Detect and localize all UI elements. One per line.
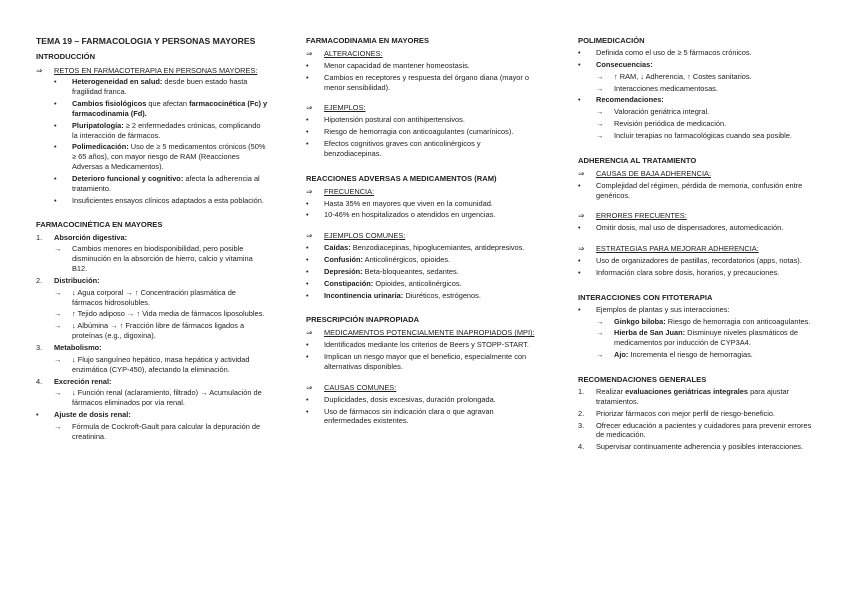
item-text: Efectos cognitivos graves con anticolinérgicos y benzodiacepinas. xyxy=(324,139,481,158)
item-label: Heterogeneidad en salud: xyxy=(72,77,163,87)
subheading-label: CAUSAS COMUNES: xyxy=(324,382,397,392)
list-item xyxy=(54,422,268,442)
column-2 xyxy=(306,36,540,428)
arrow-right-icon: → xyxy=(54,354,62,364)
arrow-right-icon: → xyxy=(54,421,62,431)
bullet-icon: • xyxy=(306,394,309,404)
list-item xyxy=(306,139,540,159)
bullet-icon: • xyxy=(578,223,581,233)
item-text: Incluir terapias no farmacológicas cuando sea posible. xyxy=(614,131,792,140)
list-item xyxy=(54,244,268,274)
item-text: Duplicidades, dosis excesivas, duración prolongada. xyxy=(324,394,496,404)
list-item xyxy=(306,210,540,220)
list-item xyxy=(306,115,540,125)
bullet-icon: • xyxy=(578,256,581,265)
section-heading-fc: FARMACOCINÉTICA EN MAYORES xyxy=(36,220,163,230)
bullet-icon: • xyxy=(306,266,309,276)
item-label: Consecuencias: xyxy=(596,59,653,69)
item-text: Cambios menores en biodisponibilidad, pero posible disminución en la absorción de hierro, calcio y vitamina B12. xyxy=(72,244,253,274)
item-text: Insuficientes ensayos clínicos adaptados a esta población. xyxy=(72,195,264,205)
arrow-right-icon: → xyxy=(54,309,62,319)
section-heading-pi: PRESCRIPCIÓN INAPROPIADA xyxy=(306,315,420,325)
subheading-alteraciones xyxy=(306,49,540,59)
item-text: Priorizar fármacos con mejor perfil de riesgo-beneficio. xyxy=(596,408,776,418)
fitoterapia-list xyxy=(578,317,816,360)
list-item xyxy=(596,107,816,117)
section-heading-intro: INTRODUCCIÓN xyxy=(36,52,96,62)
list-number: 3. xyxy=(578,420,585,430)
list-item xyxy=(54,321,268,341)
list-item xyxy=(306,395,540,405)
list-item xyxy=(578,442,816,452)
section-heading-generales: RECOMENDACIONES GENERALES xyxy=(578,375,707,384)
item-label: evaluaciones geriátricas integrales xyxy=(625,387,749,397)
list-item xyxy=(54,174,268,194)
item-text: Implican un riesgo mayor que el beneficio, especialmente con alternativas disponibles. xyxy=(324,352,527,371)
list-number: 3. xyxy=(36,343,43,353)
bullet-icon: • xyxy=(306,198,309,208)
item-text: Beta-bloqueantes, sedantes. xyxy=(362,266,459,276)
item-text: para ajustar tratamientos. xyxy=(596,387,790,406)
item-label: Ajuste de dosis renal: xyxy=(54,410,131,420)
subheading-retos xyxy=(36,66,268,76)
column-1 xyxy=(36,36,268,444)
frecuencia-list xyxy=(306,199,540,221)
bullet-icon: • xyxy=(306,278,309,288)
item-text: Hasta 35% en mayores que viven en la comunidad. xyxy=(324,198,493,208)
item-label: Pluripatología: xyxy=(72,120,124,130)
item-label: farmacocinética (Fc) y farmacodinamia (Fd). xyxy=(72,99,268,118)
list-item xyxy=(36,377,268,387)
item-label: Recomendaciones: xyxy=(596,95,664,105)
double-arrow-icon: ⇒ xyxy=(36,65,43,75)
item-text: Uso de fármacos sin indicación clara o que agravan enfermedades existentes. xyxy=(324,406,494,426)
arrow-right-icon: → xyxy=(596,131,604,140)
item-text: Definida como el uso de ≥ 5 fármacos crónicos. xyxy=(596,48,752,58)
item-text: Opioides, anticolinérgicos. xyxy=(373,278,462,288)
item-text: Ejemplos de plantas y sus interacciones: xyxy=(596,304,730,314)
item-text: desde buen estado hasta fragilidad franca. xyxy=(72,77,248,97)
item-label: Metabolismo: xyxy=(54,343,102,353)
subheading-causas xyxy=(306,383,540,393)
list-item xyxy=(578,305,816,315)
bullet-icon: • xyxy=(578,48,581,58)
list-item xyxy=(596,84,816,94)
item-text: Menor capacidad de mantener homeostasis. xyxy=(324,60,470,70)
section-heading-fitoterapia: INTERACCIONES CON FITOTERAPIA xyxy=(578,292,713,302)
double-arrow-icon: ⇒ xyxy=(578,168,585,178)
list-number: 2. xyxy=(578,408,585,418)
bullet-icon: • xyxy=(306,290,309,300)
item-text: Hipotensión postural con antihipertensivos. xyxy=(324,115,465,125)
subheading-label: ALTERACIONES: xyxy=(324,49,383,59)
list-item xyxy=(596,119,816,129)
list-item xyxy=(578,60,816,70)
generales-list xyxy=(578,387,816,452)
item-text: Riesgo de hemorragia con anticoagulantes (cumarínicos). xyxy=(324,127,514,137)
item-text: ↓ Flujo sanguíneo hepático, masa hepática y actividad enzimática (CYP-450), afectando la eliminación. xyxy=(72,354,250,374)
list-number: 4. xyxy=(36,376,43,386)
list-item xyxy=(596,328,816,348)
item-text: Incrementa el riesgo de hemorragias. xyxy=(628,350,753,360)
item-text: ↓ Agua corporal → ↑ Concentración plasmática de fármacos hidrosolubles. xyxy=(72,287,236,307)
bullet-icon: • xyxy=(306,406,309,416)
bullet-icon: • xyxy=(306,255,309,264)
list-item xyxy=(578,421,816,441)
list-item xyxy=(36,233,268,243)
double-arrow-icon: ⇒ xyxy=(306,103,313,113)
bullet-icon: • xyxy=(306,210,309,220)
item-text: 10-46% en hospitalizados o atendidos en urgencias. xyxy=(324,210,496,220)
item-label: Incontinencia urinaria: xyxy=(324,290,404,300)
item-text: Valoración geriátrica integral. xyxy=(614,107,710,117)
item-label: Excreción renal: xyxy=(54,376,112,386)
item-label: Caídas: xyxy=(324,243,351,253)
list-item xyxy=(306,243,540,253)
list-item xyxy=(54,288,268,308)
item-label: Confusión: xyxy=(324,255,363,264)
bullet-icon: • xyxy=(54,173,57,183)
item-label: Hierba de San Juan: xyxy=(614,328,686,338)
list-item xyxy=(578,181,816,201)
list-item xyxy=(578,256,816,266)
list-item xyxy=(54,142,268,172)
item-text: Uso de ≥ 5 medicamentos crónicos (50% ≥ 65 años), con mayor riesgo de RAM (Reacciones Adversas a Medicamentos). xyxy=(72,142,266,172)
item-text: Riesgo de hemorragia con anticoagulantes. xyxy=(665,316,811,326)
ejemplos-list xyxy=(306,115,540,158)
list-item xyxy=(578,387,816,407)
list-item xyxy=(306,291,540,301)
bullet-icon: • xyxy=(306,340,309,350)
list-item xyxy=(36,410,268,420)
item-label: Distribución: xyxy=(54,275,100,285)
bullet-icon: • xyxy=(306,127,309,137)
list-item xyxy=(54,121,268,141)
list-item xyxy=(54,77,268,97)
list-item xyxy=(596,350,816,360)
mpi-list xyxy=(306,340,540,372)
item-label: Ajo: xyxy=(614,350,629,360)
subheading-label: ESTRATEGIAS PARA MEJORAR ADHERENCIA: xyxy=(596,244,759,254)
item-text: Disminuye niveles plasmáticos de medicamentos por inducción de CYP3A4. xyxy=(614,328,799,348)
bullet-icon: • xyxy=(578,304,581,314)
item-label: Deterioro funcional y cognitivo: xyxy=(72,173,184,183)
list-item xyxy=(306,340,540,350)
item-text: Benzodiacepinas, hipoglucemiantes, antidepresivos. xyxy=(350,243,525,253)
list-item xyxy=(306,352,540,372)
item-text: Omitir dosis, mal uso de dispensadores, automedicación. xyxy=(596,223,784,233)
list-item xyxy=(54,388,268,408)
item-text: ↑ RAM, ↓ Adherencia, ↑ Costes sanitarios. xyxy=(614,71,752,81)
subheading-ejemplos xyxy=(306,103,540,113)
bullet-icon: • xyxy=(306,60,309,70)
subheading-label: FRECUENCIA: xyxy=(324,186,375,196)
subheading-label: RETOS EN FARMACOTERAPIA EN PERSONAS MAYORES: xyxy=(54,65,258,75)
section-heading-poli: POLIMEDICACIÓN xyxy=(578,36,645,45)
bullet-icon: • xyxy=(306,115,309,125)
errores-list xyxy=(578,223,816,233)
list-item xyxy=(36,343,268,353)
double-arrow-icon: ⇒ xyxy=(306,186,313,196)
bullet-icon: • xyxy=(54,120,57,130)
item-text: Ofrecer educación a pacientes y cuidadores para prevenir errores de medicación. xyxy=(596,420,812,440)
list-item xyxy=(578,409,816,419)
list-item xyxy=(578,268,816,278)
item-label: Ginkgo biloba: xyxy=(614,316,666,326)
double-arrow-icon: ⇒ xyxy=(306,328,313,338)
estrategias-list xyxy=(578,256,816,278)
bullet-icon: • xyxy=(578,267,581,277)
section-heading-adherencia: ADHERENCIA AL TRATAMIENTO xyxy=(578,155,697,165)
list-item xyxy=(578,48,816,58)
item-text: que afectan xyxy=(146,99,190,109)
subheading-errores xyxy=(578,211,816,221)
bullet-icon: • xyxy=(54,195,57,205)
subheading-label: MEDICAMENTOS POTENCIALMENTE INAPROPIADOS (MPI): xyxy=(324,328,535,338)
bullet-icon: • xyxy=(306,243,309,253)
bullet-icon: • xyxy=(578,95,581,105)
list-item xyxy=(36,276,268,286)
list-item xyxy=(306,127,540,137)
double-arrow-icon: ⇒ xyxy=(578,244,585,254)
subheading-ejemplos-comunes xyxy=(306,231,540,241)
item-text: Interacciones medicamentosas. xyxy=(614,83,718,93)
arrow-right-icon: → xyxy=(54,321,62,331)
double-arrow-icon: ⇒ xyxy=(578,211,585,221)
bullet-icon: • xyxy=(578,180,581,190)
arrow-right-icon: → xyxy=(54,287,62,297)
subheading-mpi xyxy=(306,328,540,338)
list-item xyxy=(306,61,540,71)
list-item xyxy=(54,196,268,206)
arrow-right-icon: → xyxy=(596,83,604,93)
item-text: Revisión periódica de medicación. xyxy=(614,119,727,129)
item-label: Depresión: xyxy=(324,266,363,276)
intro-list xyxy=(36,77,268,205)
list-item xyxy=(306,199,540,209)
list-item xyxy=(306,73,540,93)
list-item xyxy=(54,99,268,119)
bullet-icon: • xyxy=(54,77,57,87)
item-label: Constipación: xyxy=(324,278,374,288)
subheading-label: EJEMPLOS COMUNES: xyxy=(324,231,406,241)
arrow-right-icon: → xyxy=(596,350,604,360)
item-text: Diuréticos, estrógenos. xyxy=(403,290,481,300)
subheading-label: CAUSAS DE BAJA ADHERENCIA: xyxy=(596,168,711,178)
double-arrow-icon: ⇒ xyxy=(306,231,313,241)
item-text: Complejidad del régimen, pérdida de memoria, confusión entre genéricos. xyxy=(596,180,803,200)
list-item xyxy=(578,223,816,233)
bullet-icon: • xyxy=(54,142,57,152)
arrow-right-icon: → xyxy=(596,328,604,338)
bullet-icon: • xyxy=(306,72,309,82)
item-text: ↑ Tejido adiposo → ↑ Vida media de fármacos liposolubles. xyxy=(72,309,265,319)
baja-list xyxy=(578,181,816,201)
arrow-right-icon: → xyxy=(596,107,604,117)
list-item xyxy=(54,355,268,375)
list-item xyxy=(306,279,540,289)
ejemplos-comunes-list xyxy=(306,243,540,300)
list-number: 1. xyxy=(578,387,585,397)
list-item xyxy=(54,309,268,319)
item-text: ↓ Albúmina → ↑ Fracción libre de fármacos ligados a proteínas (e.g., digoxina). xyxy=(72,321,245,341)
list-item xyxy=(306,255,540,265)
list-item xyxy=(596,317,816,327)
bullet-icon: • xyxy=(36,410,39,420)
list-number: 2. xyxy=(36,275,43,285)
double-arrow-icon: ⇒ xyxy=(306,49,313,59)
double-arrow-icon: ⇒ xyxy=(306,382,313,392)
item-text: Información clara sobre dosis, horarios, y precauciones. xyxy=(596,267,780,277)
list-item xyxy=(306,407,540,427)
subheading-baja xyxy=(578,169,816,179)
arrow-right-icon: → xyxy=(54,388,62,398)
column-3 xyxy=(578,36,816,454)
item-text: ↓ Función renal (aclaramiento, filtrado) → Acumulación de fármacos eliminados por vía renal. xyxy=(72,388,262,408)
item-label: Polimedicación: xyxy=(72,142,129,152)
item-text: afecta la adherencia al tratamiento. xyxy=(72,173,260,193)
subheading-frecuencia xyxy=(306,187,540,197)
item-text: Supervisar continuamente adherencia y posibles interacciones. xyxy=(596,442,804,452)
subheading-estrategias xyxy=(578,244,816,254)
list-item xyxy=(578,95,816,105)
causas-list xyxy=(306,395,540,427)
subheading-label: ERRORES FRECUENTES: xyxy=(596,211,687,221)
list-item xyxy=(306,267,540,277)
item-text: Realizar xyxy=(596,387,626,397)
page-title: TEMA 19 – FARMACOLOGIA Y PERSONAS MAYORES xyxy=(36,36,256,46)
item-text: Fórmula de Cockroft-Gault para calcular la depuración de creatinina. xyxy=(72,421,261,441)
list-number: 1. xyxy=(36,232,43,242)
fc-list xyxy=(36,233,268,442)
bullet-icon: • xyxy=(306,139,309,148)
recomendaciones-list xyxy=(578,107,816,141)
item-text: Cambios en receptores y respuesta del órgano diana (mayor o menor sensibilidad). xyxy=(324,72,529,92)
item-text: Anticolinérgicos, opioides. xyxy=(363,255,451,264)
subheading-label: EJEMPLOS: xyxy=(324,103,366,113)
item-label: Cambios fisiológicos xyxy=(72,99,147,109)
item-text: Identificados mediante los criterios de Beers y STOPP-START. xyxy=(324,340,529,350)
item-text: Uso de organizadores de pastillas, recordatorios (apps, notas). xyxy=(596,256,802,265)
bullet-icon: • xyxy=(578,59,581,69)
arrow-right-icon: → xyxy=(596,119,604,129)
section-heading-fd: FARMACODINAMIA EN MAYORES xyxy=(306,36,430,45)
bullet-icon: • xyxy=(306,352,309,362)
list-item xyxy=(596,72,816,82)
consecuencias-list xyxy=(578,72,816,94)
bullet-icon: • xyxy=(54,99,57,109)
item-text: ≥ 2 enfermedades crónicas, complicando la interacción de fármacos. xyxy=(72,120,261,140)
arrow-right-icon: → xyxy=(54,244,62,254)
list-item xyxy=(596,131,816,141)
item-label: Absorción digestiva: xyxy=(54,232,128,242)
arrow-right-icon: → xyxy=(596,71,604,81)
alteraciones-list xyxy=(306,61,540,93)
section-heading-ram: REACCIONES ADVERSAS A MEDICAMENTOS (RAM) xyxy=(306,173,497,183)
arrow-right-icon: → xyxy=(596,316,604,326)
list-number: 4. xyxy=(578,442,585,452)
